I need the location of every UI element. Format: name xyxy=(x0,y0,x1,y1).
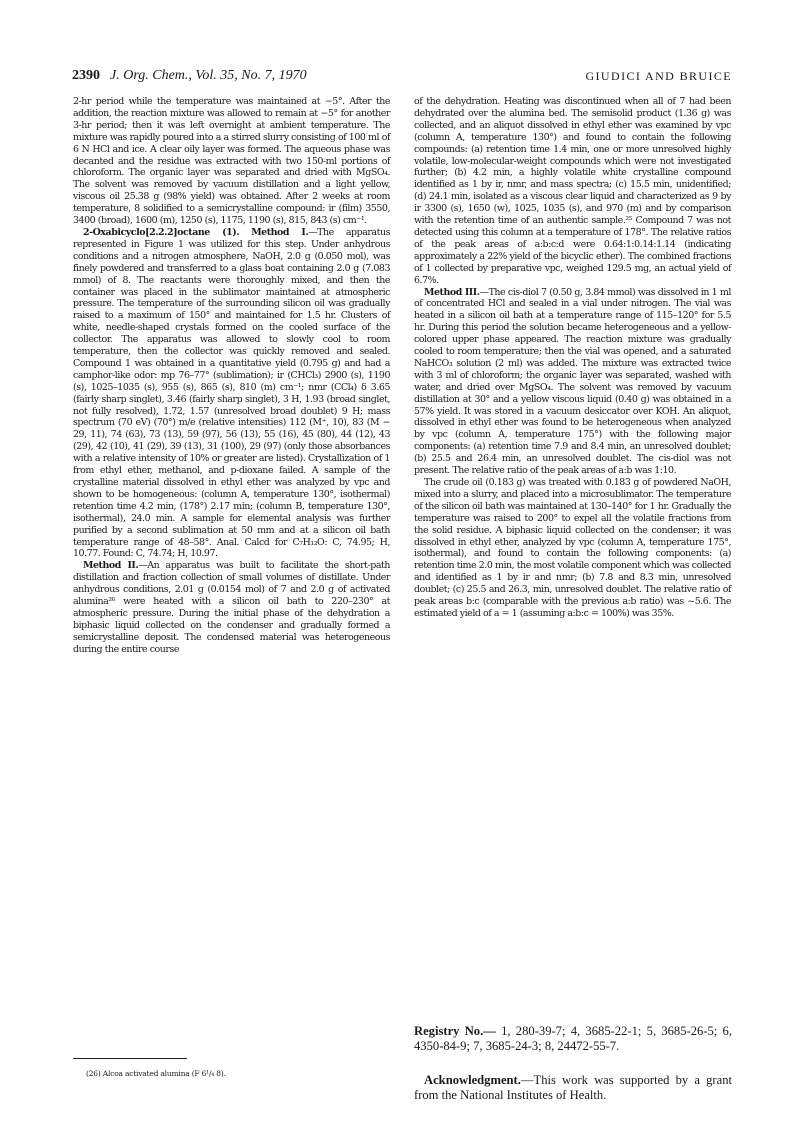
paragraph-method-2 xyxy=(73,560,390,655)
running-head: GIUDICI AND BRUICE xyxy=(585,69,732,83)
paragraph-text: —The cis-diol 7 (0.50 g, 3.84 mmol) was dissolved in 1 ml of concentrated HCl and sealed in a vial under nitrogen. The vial was heated in a silicon oil bath at a temperature range of 115–120° for 5.5 hr. During this period the solution became heterogeneous and a yellow-colored upper phase appeared. The reaction mixture was gradually cooled to room temperature; then the vial was opened, and a saturated NaHCO₃ solution (2 ml) was added. The mixture was extracted twice with 3 ml of chloroform; the organic layer was separated, washed with water, and dried over MgSO₄. The solvent was removed by vacuum distillation at 30° and a yellow viscous liquid (0.40 g) was obtained in a 57% yield. It was stored in a vacuum desiccator over KOH. An aliquot, dissolved in ethyl ether was found to be heterogeneous when analyzed by vpc (column A, temperature 175°) with the following major components: (a) retention time 7.9 and 8.4 min, an unresolved doublet; (b) 25.5 and 26.4 min, an unresolved doublet. The cis-diol was not present. The relative ratio of the peak areas of a:b was 1:10. xyxy=(414,286,731,477)
page-number: 2390 xyxy=(72,68,100,83)
footnote-rule xyxy=(73,1058,187,1059)
paragraph-continuation: 2-hr period while the temperature was maintained at −5°. After the addition, the reaction mixture was allowed to remain at −5° for another 3-hr period; then it was left overnight at ambient temperature. The mixture was rapidly poured into a a stirred slurry consisting of 100 ml of 6 N HCl and ice. A clear oily layer was formed. The aqueous phase was decanted and the residue was extracted with two 150-ml portions of chloroform. The organic layer was separated and dried with MgSO₄. The solvent was removed by vacuum distillation and a light yellow, viscous oil 25.38 g (98% yield) was obtained. After 2 weeks at room temperature, 8 solidified to a semicrystalline compound: ir (film) 3550, 3400 (broad), 1600 (m), 1250 (s), 1175, 1190 (s), 815, 843 (s) cm⁻¹. xyxy=(73,96,390,227)
acknowledgment xyxy=(414,1073,732,1103)
right-column xyxy=(414,96,731,620)
footnote: (26) Alcoa activated alumina (F 6¹/₄ 8). xyxy=(86,1069,226,1078)
paragraph-crude-oil: The crude oil (0.183 g) was treated with 0.183 g of powdered NaOH, mixed into a slurry, and placed into a microsublimator. The temperature of the silicon oil bath was maintained at 130–140° for 1 hr. Gradually the temperature was raised to 200° to expel all the volatile fractions from the solid residue. A biphasic liquid collected on the condenser; it was dissolved in ethyl ether, analyzed by vpc (column A, temperature 175°, isothermal), and found to contain the following components: (a) retention time 2.0 min, the most volatile component which was collected and identified as 1 by ir and nmr; (b) 7.8 and 8.3 min, unresolved doublet; (c) 25.5 and 26.3, min, unresolved doublet. The relative ratio of peak areas b:c (comparable with the previous a:b ratio) was ~5.6. The estimated yield of a = 1 (assuming a:b:c = 100%) was 35%. xyxy=(414,477,731,619)
method-heading: Method III. xyxy=(424,286,480,298)
compound-heading: 2-Oxabicyclo[2.2.2]octane (1). xyxy=(83,226,240,238)
registry-text: 1, 280-39-7; 4, 3685-22-1; 5, 3685-26-5; 6, 4350-84-9; 7, 3685-24-3; 8, 24472-55-7. xyxy=(414,1024,733,1053)
left-column xyxy=(73,96,390,656)
registry-label: Registry No.— xyxy=(414,1024,496,1038)
method-heading: Method I. xyxy=(251,226,309,238)
paragraph-text: —The apparatus represented in Figure 1 was utilized for this step. Under anhydrous conditions and a nitrogen atmosphere, NaOH, 2.0 g (0.050 mol), was finely powdered and transferred to a glass boat containing 2.0 g (7.083 mmol) of 8. The reactants were thoroughly mixed, and then the container was placed in the sublimator maintained at atmospheric pressure. The temperature of the surrounding silicon oil was gradually raised to a maximum of 150° and maintained for 1.5 hr. Clusters of white, needle-shaped crystals formed on the cooled surface of the collector. The apparatus was allowed to slowly cool to room temperature, then the collector was quickly removed and sealed. Compound 1 was obtained in a quantitative yield (0.795 g) and had a camphor-like odor: mp 76–77° (sublimation); ir (CHCl₃) 2900 (s), 1190 (s), 1025–1035 (s), 955 (s), 865 (s), 810 (m) cm⁻¹; nmr (CCl₄) δ 3.65 (fairly sharp singlet), 3.46 (fairly sharp singlet), 3 H, 1.93 (broad singlet, not fully resolved), 1.72, 1.57 (unresolved broad doublet) 9 H; mass spectrum (70 eV) (70°) m/e (relative intensities) 112 (M⁺, 10), 83 (M − 29, 11), 74 (63), 73 (13), 59 (97), 56 (13), 55 (16), 45 (80), 44 (12), 43 (29), 42 (10), 41 (29), 39 (13), 31 (100), 29 (97) (only those absorbances with a relative intensity of 10% or greater are listed). Crystallization of 1 from ethyl ether, methanol, and p-dioxane failed. A sample of the crystalline material dissolved in ethyl ether was analyzed by vpc and shown to be homogeneous: (column A, temperature 130°, isothermal) retention time 4.2 min, (178°) 2.17 min; (column B, temperature 130°, isothermal), 24.0 min. A sample for elemental analysis was further purified by a second sublimation at 50 mm and at a silicon oil bath temperature range of 48–58°. Anal. Calcd for C₇H₁₂O: C, 74.95; H, 10.77. Found: C, 74.74; H, 10.97. xyxy=(73,226,390,560)
registry-numbers xyxy=(414,1024,732,1054)
paragraph-text: —An apparatus was built to facilitate the short-path distillation and fraction collection of small volumes of distillate. Under anhydrous conditions, 2.01 g (0.0154 mol) of 7 and 2.0 g of activated alumina²⁶ were heated with a silicon oil bath to 220–230° at atmospheric pressure. During the initial phase of the dehydration a biphasic liquid collected on the condenser and gradually formed a semicrystalline deposit. The condensed material was heterogeneous during the entire course xyxy=(73,560,391,655)
acknowledgment-text: —This work was supported by a grant from the National Institutes of Health. xyxy=(414,1073,732,1102)
page-header xyxy=(72,68,732,88)
journal-citation: J. Org. Chem., Vol. 35, No. 7, 1970 xyxy=(110,68,307,83)
method-heading: Method II. xyxy=(83,560,139,572)
acknowledgment-label: Acknowledgment. xyxy=(424,1073,521,1087)
paragraph-method-3 xyxy=(414,287,731,478)
paragraph-method-1 xyxy=(73,227,390,560)
paragraph-continuation: of the dehydration. Heating was discontinued when all of 7 had been dehydrated over the alumina bed. The semisolid product (1.36 g) was collected, and an aliquot dissolved in ethyl ether was examined by vpc (column A, temperature 130°) and found to contain the following compounds: (a) retention time 1.4 min, one or more unresolved highly volatile, low-molecular-weight compounds which were not investigated further; (b) 4.2 min, a highly volatile white crystalline compound identified as 1 by ir, nmr, and mass spectra; (c) 15.5 min, unidentified; (d) 24.1 min, isolated as a viscous clear liquid and characterized as 9 by ir 3300 (s), 1650 (w), 1025, 1035 (s), and 970 (m) and by comparison with the retention time of an authentic sample.²⁵ Compound 7 was not detected using this column at a temperature of 178°. The relative ratios of the peak areas of a:b:c:d were 0.64:1:0.14:1.14 (indicating approximately a 22% yield of the bicyclic ether). The combined fractions of 1 collected by preparative vpc, weighed 129.5 mg, an actual yield of 6.7%. xyxy=(414,96,731,286)
